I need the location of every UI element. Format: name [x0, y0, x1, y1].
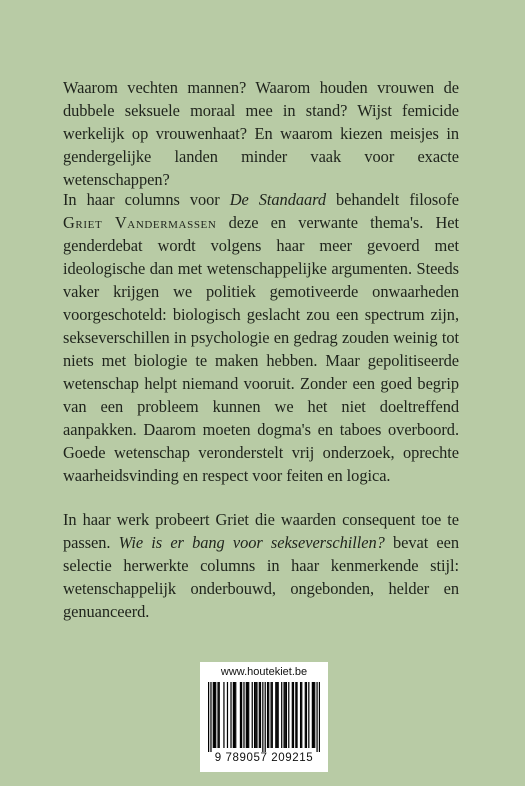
barcode-bar — [243, 682, 244, 748]
blurb-3-part-2: bevat een selectie herwerkte columns in haar kenmerkende stijl: wetenschappelijk onderbouwd, ongebonden, helder en genuanceerd. — [63, 533, 459, 621]
isbn-digits: 9 789057 209215 — [214, 752, 314, 764]
barcode-bar — [285, 682, 286, 748]
barcode-guard-bar — [208, 682, 209, 752]
publisher-url: www.houtekiet.be — [220, 666, 308, 678]
barcode-bar — [213, 682, 214, 748]
blurb-paragraph-1 — [63, 76, 459, 191]
barcode-bar — [241, 682, 242, 748]
barcode-bar — [278, 682, 279, 748]
barcode-guard-bar — [262, 682, 263, 752]
barcode-bar — [240, 682, 241, 748]
barcode-bar — [255, 682, 256, 748]
barcode-bar — [281, 682, 282, 748]
barcode-bar — [234, 682, 235, 748]
barcode-bar — [217, 682, 218, 748]
barcode-guard-bar — [319, 682, 320, 752]
barcode-bar — [215, 682, 216, 748]
blurb-3-part-1: In haar werk probeert Griet die waarden consequent toe te passen. — [63, 510, 459, 552]
barcode-bar — [254, 682, 255, 748]
barcode-bar — [270, 682, 271, 748]
barcode-bar — [293, 682, 294, 748]
barcode-bar — [227, 682, 228, 748]
barcode-guard-bar — [210, 682, 211, 752]
barcode-bar — [219, 682, 220, 748]
blurb-text-3 — [63, 508, 459, 623]
blurb-2-part-3: deze en verwante thema's. Het genderdebat wordt volgens haar meer gevoerd met ideologische dan met wetenschappelijke argumenten. Steeds vaker krijgen we politiek gemotiveerde onwaarheden voorgeschoteld: biologisch geslacht zou een spectrum zijn, sekseverschillen in psychologie en gedrag zouden weinig tot niets met biologie te maken hebben. Maar gepolitiseerde wetenschap helpt niemand vooruit. Zonder een goed begrip van een probleem kunnen we het niet doeltreffend aanpakken. Daarom moeten dogma's en taboes overboord. Goede wetenschap veronderstelt vrij onderzoek, oprechte waarheidsvinding en respect voor feiten en logica. — [63, 213, 459, 485]
barcode-bar — [296, 682, 297, 748]
blurb-2-part-2: behandelt filosofe — [326, 190, 459, 209]
barcode-bar — [312, 682, 313, 748]
blurb-paragraph-2 — [63, 188, 459, 487]
barcode-bar — [230, 682, 231, 748]
barcode-bar — [259, 682, 260, 748]
barcode-bar — [308, 682, 309, 748]
barcode-bar — [247, 682, 248, 748]
isbn-barcode-block — [200, 662, 328, 772]
barcode-bar — [275, 682, 276, 748]
blurb-text-2 — [63, 188, 459, 487]
barcode-bar — [306, 682, 307, 748]
barcode-bar — [272, 682, 273, 748]
barcode-bar — [235, 682, 236, 748]
barcode-bar — [267, 682, 268, 748]
blurb-paragraph-3 — [63, 508, 459, 623]
barcode-bar — [233, 682, 234, 748]
barcode-bar — [256, 682, 257, 748]
book-title: Wie is er bang voor sekseverschillen? — [118, 533, 385, 552]
barcode-bar — [301, 682, 302, 748]
blurb-2-part-1: In haar columns voor — [63, 190, 230, 209]
barcode-bar — [295, 682, 296, 748]
barcode-bar — [313, 682, 314, 748]
barcode-guard-bar — [316, 682, 317, 752]
barcode-bar — [248, 682, 249, 748]
barcode-bar — [314, 682, 315, 748]
barcode-bar — [283, 682, 284, 748]
barcode-bar — [268, 682, 269, 748]
barcode-image — [208, 682, 320, 752]
barcode-bar — [276, 682, 277, 748]
barcode-bar — [214, 682, 215, 748]
barcode-bar — [223, 682, 224, 748]
barcode-bar — [292, 682, 293, 748]
author-name: Griet Vandermassen — [63, 213, 217, 232]
barcode-bar — [286, 682, 287, 748]
barcode-bar — [260, 682, 261, 748]
blurb-text-1: Waarom vechten mannen? Waarom houden vrouwen de dubbele seksuele moraal mee in stand? Wijst femicide werkelijk op vrouwenhaat? En waarom kiezen meisjes in gendergelijke landen minder vaak voor exacte wetenschappen? — [63, 78, 459, 189]
barcode-bar — [252, 682, 253, 748]
barcode-bar — [305, 682, 306, 748]
barcode-bar — [246, 682, 247, 748]
barcode-guard-bar — [265, 682, 266, 752]
newspaper-name: De Standaard — [229, 190, 326, 209]
barcode-bar — [288, 682, 289, 748]
barcode-bar — [300, 682, 301, 748]
